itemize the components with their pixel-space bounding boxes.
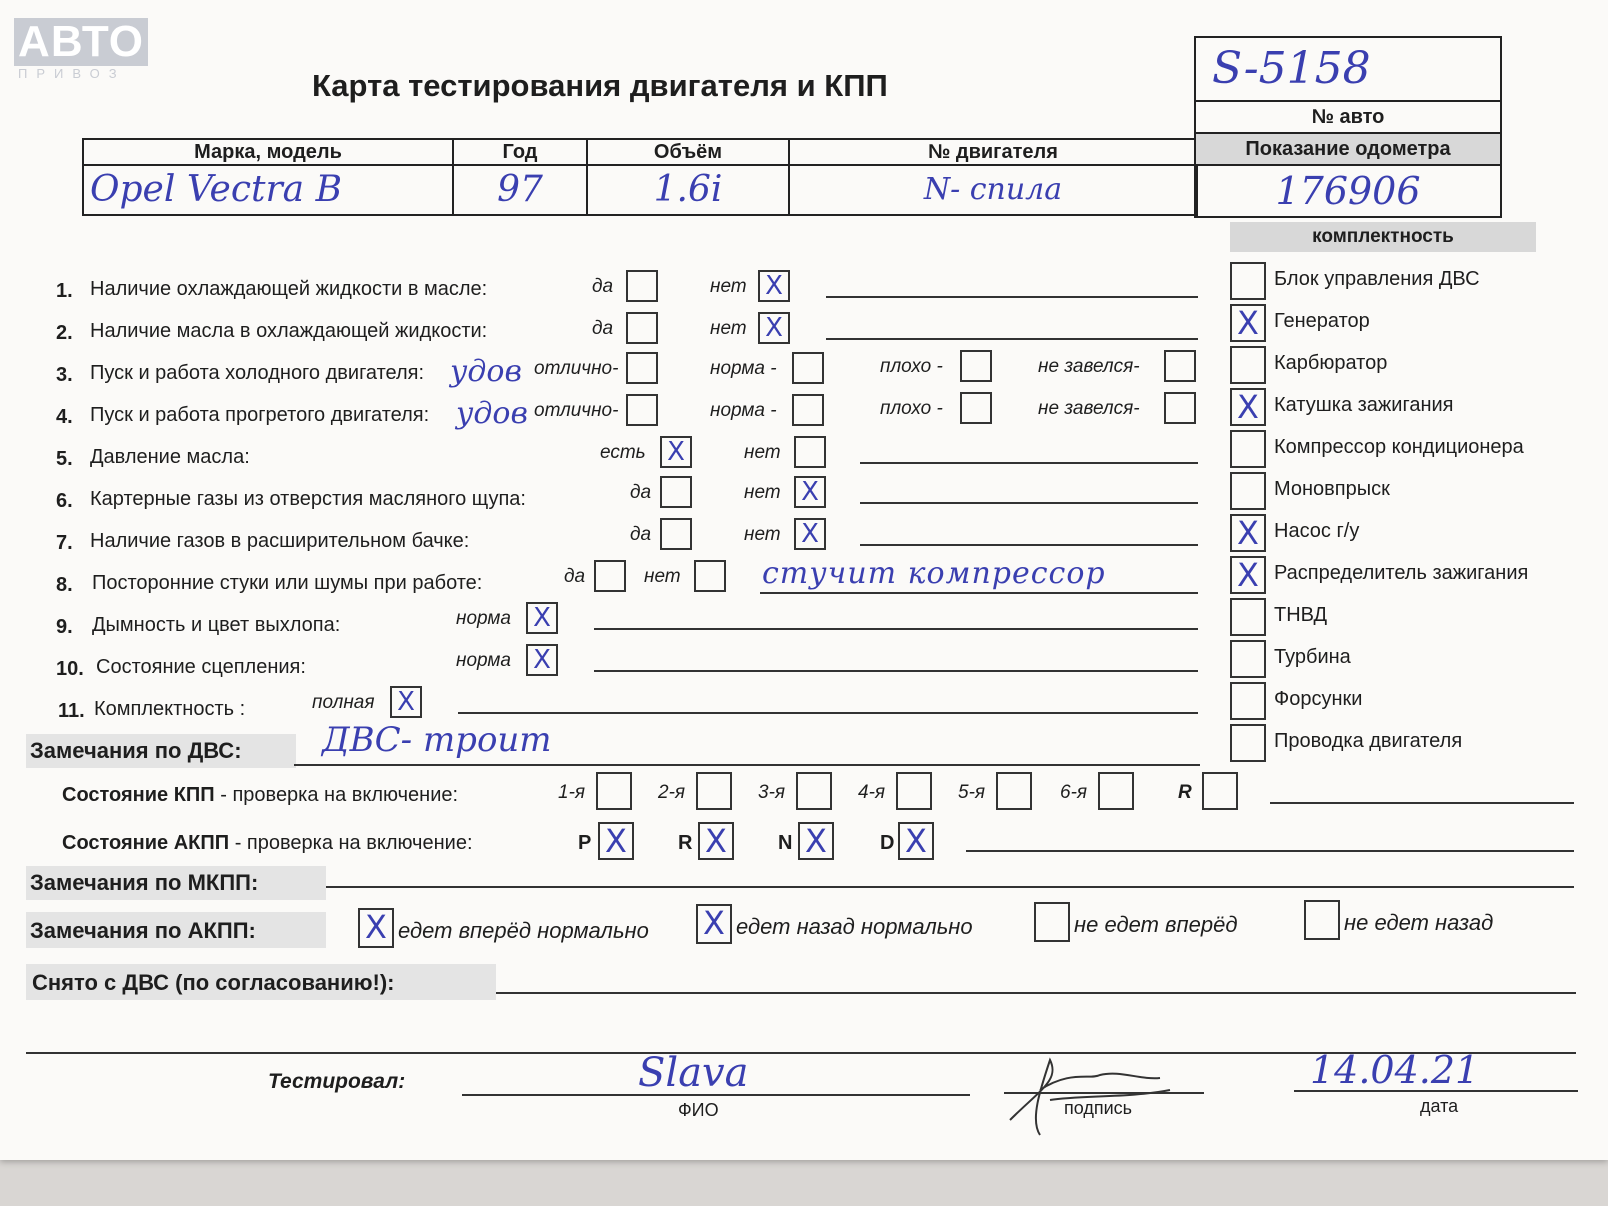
q3-bad-checkbox[interactable] [960, 350, 992, 382]
q7-no-checkbox[interactable]: X [794, 518, 826, 550]
q3-excellent-checkbox[interactable] [626, 352, 658, 384]
akpp-p-label: P [578, 832, 592, 854]
odometer-value: 176906 [1275, 169, 1421, 213]
q3-num: 3. [56, 364, 73, 386]
kit-10-checkbox[interactable] [1230, 640, 1266, 678]
q11-line [458, 712, 1198, 714]
akpp-backward-ok-label: едет назад нормально [736, 914, 973, 939]
q1-line [826, 296, 1198, 298]
q3-nostart-checkbox[interactable] [1164, 350, 1196, 382]
col-model: Марка, модель [83, 139, 453, 165]
akpp-n-checkbox[interactable]: X [798, 822, 834, 860]
kpp-gear-4-label: 4-я [858, 782, 886, 803]
col-engine-no: № двигателя [789, 139, 1197, 165]
akpp-n-label: N [778, 832, 793, 854]
q7-line [860, 544, 1198, 546]
akpp-p-checkbox[interactable]: X [598, 822, 634, 860]
q4-bad-label: плохо - [880, 398, 943, 419]
logo-brand: АВТО [18, 17, 144, 66]
kpp-gear-6-checkbox[interactable] [1098, 772, 1134, 810]
q2-no-label: нет [710, 318, 747, 339]
q10-text: Состояние сцепления: [96, 656, 306, 678]
q10-line [594, 670, 1198, 672]
kpp-gear-r-label: R [1178, 782, 1192, 803]
akpp-d-label: D [880, 832, 895, 854]
akpp-r-checkbox[interactable]: X [698, 822, 734, 860]
name-caption: ФИО [678, 1100, 719, 1120]
q5-present-checkbox[interactable]: X [660, 436, 692, 468]
kit-header: комплектность [1230, 222, 1536, 252]
kit-4-label: Катушка зажигания [1274, 394, 1454, 416]
q7-text: Наличие газов в расширительном бачке: [90, 530, 470, 552]
akpp-label-rest: - проверка на включение: [229, 832, 473, 854]
q3-normal-label: норма - [710, 358, 777, 379]
signature-caption: подпись [1064, 1098, 1133, 1118]
remarks-mkpp-label: Замечания по МКПП: [30, 870, 259, 895]
q6-num: 6. [56, 490, 73, 512]
logo [14, 18, 148, 66]
removed-label: Снято с ДВС (по согласованию!): [32, 970, 395, 995]
q2-no-checkbox[interactable]: X [758, 312, 790, 344]
q4-bad-checkbox[interactable] [960, 392, 992, 424]
q10-normal-checkbox[interactable]: X [526, 644, 558, 676]
q4-normal-checkbox[interactable] [792, 394, 824, 426]
kpp-gear-1-checkbox[interactable] [596, 772, 632, 810]
kit-1-label: Блок управления ДВС [1274, 268, 1480, 290]
q5-text: Давление масла: [90, 446, 250, 468]
remarks-engine-value: ДВС- троит [322, 720, 552, 760]
q1-yes-checkbox[interactable] [626, 270, 658, 302]
q1-num: 1. [56, 280, 73, 302]
odometer-label: Показание одометра [1196, 134, 1500, 166]
q9-line [594, 628, 1198, 630]
q1-text: Наличие охлаждающей жидкости в масле: [90, 278, 488, 300]
akpp-backward-fail-label: не едет назад [1344, 910, 1494, 935]
q8-line [760, 592, 1198, 594]
kit-11-label: Форсунки [1274, 688, 1363, 710]
vehicle-table [82, 138, 1198, 216]
date-value: 14.04.21 [1310, 1048, 1480, 1092]
akpp-forward-ok-label: едет вперёд нормально [398, 918, 649, 943]
q6-yes-label: да [630, 482, 652, 503]
kpp-label [62, 784, 458, 807]
q4-normal-label: норма - [710, 400, 777, 421]
remarks-engine-line [294, 764, 1200, 766]
q5-line [860, 462, 1198, 464]
q9-num: 9. [56, 616, 73, 638]
q2-yes-label: да [592, 318, 614, 339]
kpp-gear-2-label: 2-я [658, 782, 686, 803]
kit-12-label: Проводка двигателя [1274, 730, 1463, 752]
q3-nostart-label: не завелся- [1038, 356, 1140, 377]
kit-2-checkbox[interactable]: X [1230, 304, 1266, 342]
auto-number-label: № авто [1196, 102, 1500, 134]
kit-9-checkbox[interactable] [1230, 598, 1266, 636]
akpp-forward-fail-label: не едет вперёд [1074, 912, 1238, 937]
kpp-gear-6-label: 6-я [1060, 782, 1088, 803]
q9-normal-checkbox[interactable]: X [526, 602, 558, 634]
akpp-r-label: R [678, 832, 693, 854]
kit-1-checkbox[interactable] [1230, 262, 1266, 300]
q11-num: 11. [58, 700, 85, 722]
kpp-gear-r-checkbox[interactable] [1202, 772, 1238, 810]
remarks-mkpp-line [326, 886, 1574, 888]
date-line [1294, 1090, 1578, 1092]
q10-num: 10. [56, 658, 84, 680]
kpp-label-bold: Состояние КПП [62, 784, 215, 806]
kpp-label-rest: - проверка на включение: [214, 784, 459, 806]
q4-nostart-checkbox[interactable] [1164, 392, 1196, 424]
tester-name-value: Slava [638, 1050, 749, 1096]
kit-6-checkbox[interactable] [1230, 472, 1266, 510]
q4-note: удов [456, 396, 528, 431]
akpp-forward-ok-checkbox[interactable]: X [358, 908, 394, 948]
q2-yes-checkbox[interactable] [626, 312, 658, 344]
value-engine-no: N- спила [789, 165, 1197, 215]
q6-line [860, 502, 1198, 504]
q8-num: 8. [56, 574, 73, 596]
q9-text: Дымность и цвет выхлопа: [92, 614, 341, 636]
q5-no-checkbox[interactable] [794, 436, 826, 468]
kit-3-checkbox[interactable] [1230, 346, 1266, 384]
akpp-label-bold: Состояние АКПП [62, 832, 230, 854]
value-year: 97 [453, 165, 587, 215]
q3-note: удов [450, 354, 522, 389]
kit-7-label: Насос г/у [1274, 520, 1360, 542]
remarks-engine-label: Замечания по ДВС: [30, 738, 242, 763]
q7-num: 7. [56, 532, 73, 554]
q5-no-label: нет [744, 442, 781, 463]
q8-no-checkbox[interactable] [694, 560, 726, 592]
kit-10-label: Турбина [1274, 646, 1351, 668]
kpp-gear-3-label: 3-я [758, 782, 786, 803]
akpp-forward-fail-checkbox[interactable] [1034, 902, 1070, 942]
remarks-akpp-label: Замечания по АКПП: [30, 918, 256, 943]
q6-yes-checkbox[interactable] [660, 476, 692, 508]
signature-line [1004, 1092, 1204, 1094]
q3-text: Пуск и работа холодного двигателя: [90, 362, 425, 384]
kpp-gear-5-label: 5-я [958, 782, 986, 803]
q11-full-checkbox[interactable]: X [390, 686, 422, 718]
value-model: Opel Vectra B [83, 165, 453, 215]
q8-yes-label: да [564, 566, 586, 587]
kit-7-checkbox[interactable]: X [1230, 514, 1266, 552]
kit-5-label: Компрессор кондиционера [1274, 436, 1524, 458]
kpp-gear-3-checkbox[interactable] [796, 772, 832, 810]
q7-yes-checkbox[interactable] [660, 518, 692, 550]
value-volume: 1.6i [587, 165, 789, 215]
q1-no-checkbox[interactable]: X [758, 270, 790, 302]
signature-icon [980, 1050, 1180, 1140]
kpp-gear-1-label: 1-я [558, 782, 586, 803]
q2-text: Наличие масла в охлаждающей жидкости: [90, 320, 488, 342]
kit-9-label: ТНВД [1274, 604, 1328, 626]
q4-excellent-label: отлично- [534, 400, 619, 421]
removed-line [496, 992, 1576, 994]
logo-sub: ПРИВОЗ [18, 66, 126, 81]
q3-bad-label: плохо - [880, 356, 943, 377]
q3-normal-checkbox[interactable] [792, 352, 824, 384]
q8-no-label: нет [644, 566, 681, 587]
kpp-gear-4-checkbox[interactable] [896, 772, 932, 810]
q2-num: 2. [56, 322, 73, 344]
q5-present-label: есть [600, 442, 646, 463]
q6-text: Картерные газы из отверстия масляного щупа: [90, 488, 526, 510]
kit-3-label: Карбюратор [1274, 352, 1388, 374]
q9-normal-label: норма [456, 608, 511, 629]
col-year: Год [453, 139, 587, 165]
akpp-backward-ok-checkbox[interactable]: X [696, 904, 732, 944]
akpp-d-checkbox[interactable]: X [898, 822, 934, 860]
q2-line [826, 338, 1198, 340]
kit-8-checkbox[interactable]: X [1230, 556, 1266, 594]
q10-normal-label: норма [456, 650, 511, 671]
q8-text: Посторонние стуки или шумы при работе: [92, 572, 483, 594]
kit-12-checkbox[interactable] [1230, 724, 1266, 762]
date-caption: дата [1420, 1096, 1459, 1116]
q1-yes-label: да [592, 276, 614, 297]
kpp-gear-5-checkbox[interactable] [996, 772, 1032, 810]
q1-no-label: нет [710, 276, 747, 297]
auto-number-value: S-5158 [1196, 38, 1500, 102]
q7-yes-label: да [630, 524, 652, 545]
q11-text: Комплектность : [94, 698, 246, 720]
col-volume: Объём [587, 139, 789, 165]
q6-no-label: нет [744, 482, 781, 503]
akpp-line [966, 850, 1574, 852]
kit-11-checkbox[interactable] [1230, 682, 1266, 720]
kit-5-checkbox[interactable] [1230, 430, 1266, 468]
q6-no-checkbox[interactable]: X [794, 476, 826, 508]
q4-excellent-checkbox[interactable] [626, 394, 658, 426]
q11-full-label: полная [312, 692, 375, 713]
name-line [462, 1094, 970, 1096]
page-title: Карта тестирования двигателя и КПП [312, 68, 888, 103]
kit-6-label: Моновпрыск [1274, 478, 1390, 500]
kit-2-label: Генератор [1274, 310, 1370, 332]
q4-text: Пуск и работа прогретого двигателя: [90, 404, 430, 426]
q4-nostart-label: не завелся- [1038, 398, 1140, 419]
tested-by-label: Тестировал: [268, 1070, 406, 1093]
q4-num: 4. [56, 406, 73, 428]
kit-8-label: Распределитель зажигания [1274, 562, 1529, 584]
q8-yes-checkbox[interactable] [594, 560, 626, 592]
akpp-label [62, 832, 473, 855]
q8-note: стучит компрессор [762, 556, 1106, 591]
q3-excellent-label: отлично- [534, 358, 619, 379]
id-box [1194, 36, 1502, 218]
kpp-line [1270, 802, 1574, 804]
kpp-gear-2-checkbox[interactable] [696, 772, 732, 810]
akpp-backward-fail-checkbox[interactable] [1304, 900, 1340, 940]
q5-num: 5. [56, 448, 73, 470]
q7-no-label: нет [744, 524, 781, 545]
kit-4-checkbox[interactable]: X [1230, 388, 1266, 426]
